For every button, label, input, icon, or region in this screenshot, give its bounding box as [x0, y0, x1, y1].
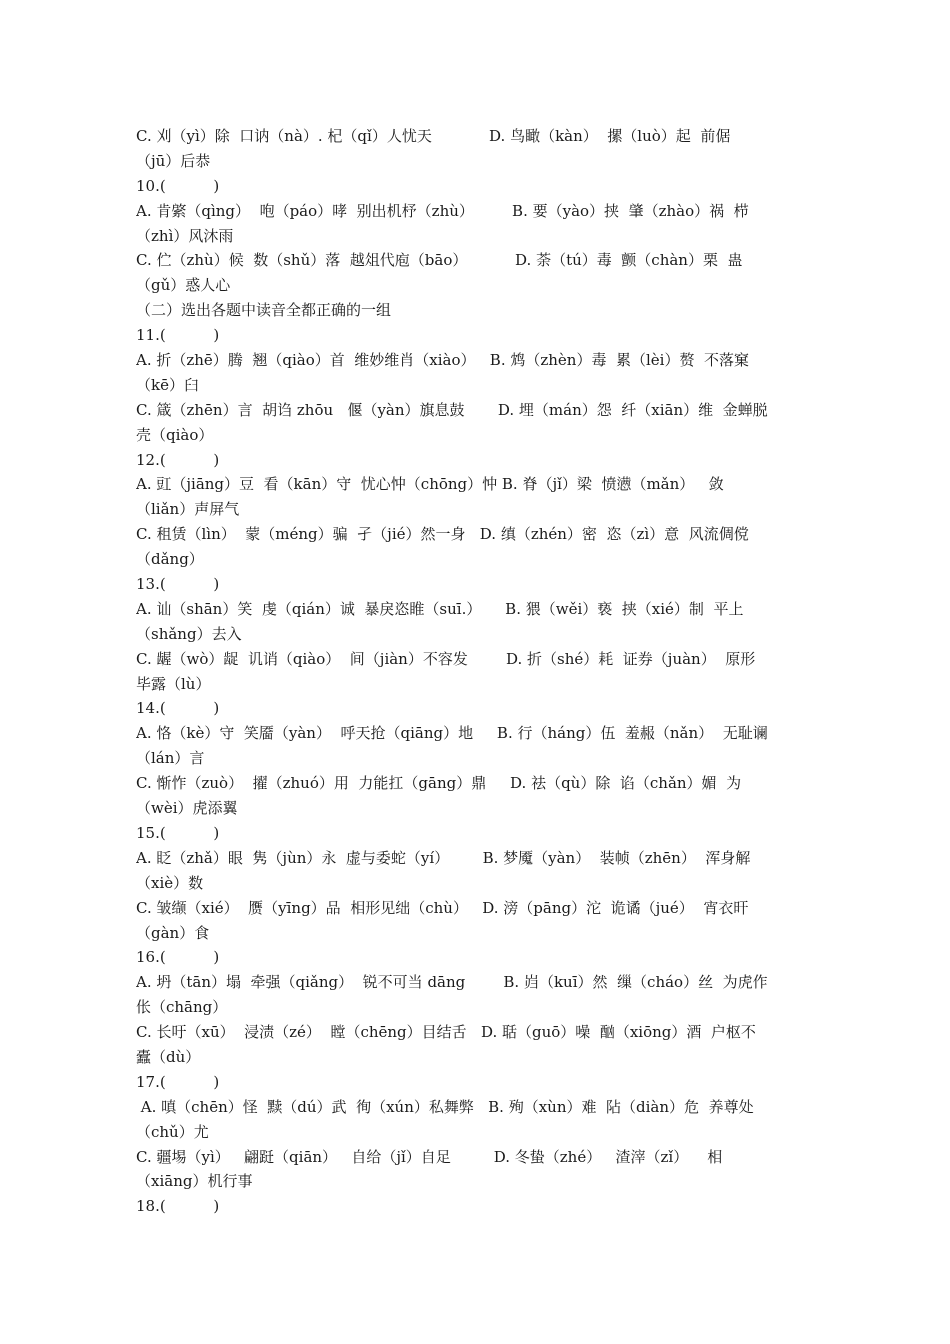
text-line: 18.( ) — [136, 1197, 220, 1216]
text-line: （chǔ）尤 — [136, 1122, 209, 1141]
text-line: A. 恪（kè）守 笑靥（yàn） 呼天抢（qiāng）地 B. 行（háng）伍 羞赧（nǎn） 无耻谰 — [136, 724, 768, 743]
text-line: A. 肯綮（qìng） 咆（páo）哮 别出机杼（zhù） B. 要（yào）挟 肇（zhào）祸 栉 — [136, 201, 749, 220]
text-line: 14.( ) — [136, 699, 220, 718]
text-line: C. 箴（zhēn）言 胡诌 zhōu 偃（yàn）旗息鼓 D. 埋（mán）怨 纤（xiān）维 金蝉脱 — [136, 400, 768, 419]
text-line: 壳（qiào） — [136, 425, 214, 444]
text-line: C. 长吁（xū） 浸渍（zé） 瞠（chēng）目结舌 D. 聒（guō）噪 酗（xiōng）酒 户枢不 — [136, 1023, 756, 1042]
text-line: C. 龌（wò）龊 讥诮（qiào） 间（jiàn）不容发 D. 折（shé）耗 证券（juàn） 原形 — [136, 649, 756, 668]
text-line: C. 刈（yì）除 口讷（nà）. 杞（qǐ）人忧天 D. 鸟瞰（kàn） 摞（luò）起 前倨 — [136, 127, 731, 145]
text-line: A. 豇（jiāng）豆 看（kān）守 忧心忡（chōng）忡 B. 脊（jǐ）梁 愤懑（mǎn） 敛 — [136, 475, 724, 494]
text-line: 13.( ) — [136, 575, 220, 594]
text-line: 伥（chāng） — [136, 998, 228, 1017]
text-line: 11.( ) — [136, 326, 220, 345]
text-line: C. 疆埸（yì） 翩跹（qiān） 自给（jǐ）自足 D. 冬蛰（zhé） 渣滓（zǐ） 相 — [136, 1147, 723, 1166]
text-line: A. 讪（shān）笑 虔（qián）诚 暴戾恣睢（suī.） B. 猥（wěi）亵 挟（xié）制 平上 — [136, 599, 744, 618]
text-line: C. 伫（zhù）候 数（shǔ）落 越俎代庖（bāo） D. 荼（tú）毒 颤（chàn）栗 蛊 — [136, 251, 743, 270]
text-line: C. 惭怍（zuò） 擢（zhuó）用 力能扛（gāng）鼎 D. 祛（qù）除 谄（chǎn）媚 为 — [136, 774, 742, 793]
exercise-text — [136, 124, 816, 1219]
text-line: A. 折（zhē）腾 翘（qiào）首 维妙维肖（xiào） B. 鸩（zhèn）毒 累（lèi）赘 不落窠 — [136, 351, 749, 370]
text-line: （zhì）风沐雨 — [136, 226, 234, 245]
text-line: 16.( ) — [136, 948, 220, 967]
text-line: A. 眨（zhǎ）眼 隽（jùn）永 虚与委蛇（yí） B. 梦魇（yàn） 装帧（zhēn） 浑身解 — [136, 848, 751, 867]
text-line: （二）选出各题中读音全都正确的一组 — [136, 301, 392, 320]
text-line: 17.( ) — [136, 1072, 220, 1091]
text-line: 15.( ) — [136, 823, 220, 842]
text-line: 10.( ) — [136, 176, 220, 195]
text-line: （jū）后恭 — [136, 151, 211, 170]
text-line: （gǔ）惑人心 — [136, 276, 231, 295]
text-line: （lán）言 — [136, 749, 205, 768]
text-line: （xiè）数 — [136, 873, 204, 892]
text-line: A. 嗔（chēn）怪 黩（dú）武 徇（xún）私舞弊 B. 殉（xùn）难 阽（diàn）危 养尊处 — [136, 1097, 754, 1116]
text-line: 毕露（lù） — [136, 674, 211, 693]
text-line: （shǎng）去入 — [136, 624, 242, 643]
text-line: （wèi）虎添翼 — [136, 799, 238, 818]
text-line: 12.( ) — [136, 450, 220, 469]
text-line: （dǎng） — [136, 550, 204, 569]
text-line: （gàn）食 — [136, 923, 210, 942]
text-line: （liǎn）声屏气 — [136, 500, 240, 519]
text-line: C. 皱缬（xié） 赝（yīng）品 相形见绌（chù） D. 滂（pāng）沱 诡谲（jué） 宵衣旰 — [136, 898, 749, 917]
text-line: A. 坍（tān）塌 牵强（qiǎng） 锐不可当 dāng B. 岿（kuī）然 缫（cháo）丝 为虎作 — [136, 973, 768, 992]
text-line: （kē）臼 — [136, 375, 199, 394]
text-line: 蠹（dù） — [136, 1047, 201, 1066]
text-line: C. 租赁（lìn） 蒙（méng）骗 孑（jié）然一身 D. 缜（zhén）密 恣（zì）意 风流倜傥 — [136, 525, 749, 544]
text-line: （xiāng）机行事 — [136, 1172, 253, 1191]
